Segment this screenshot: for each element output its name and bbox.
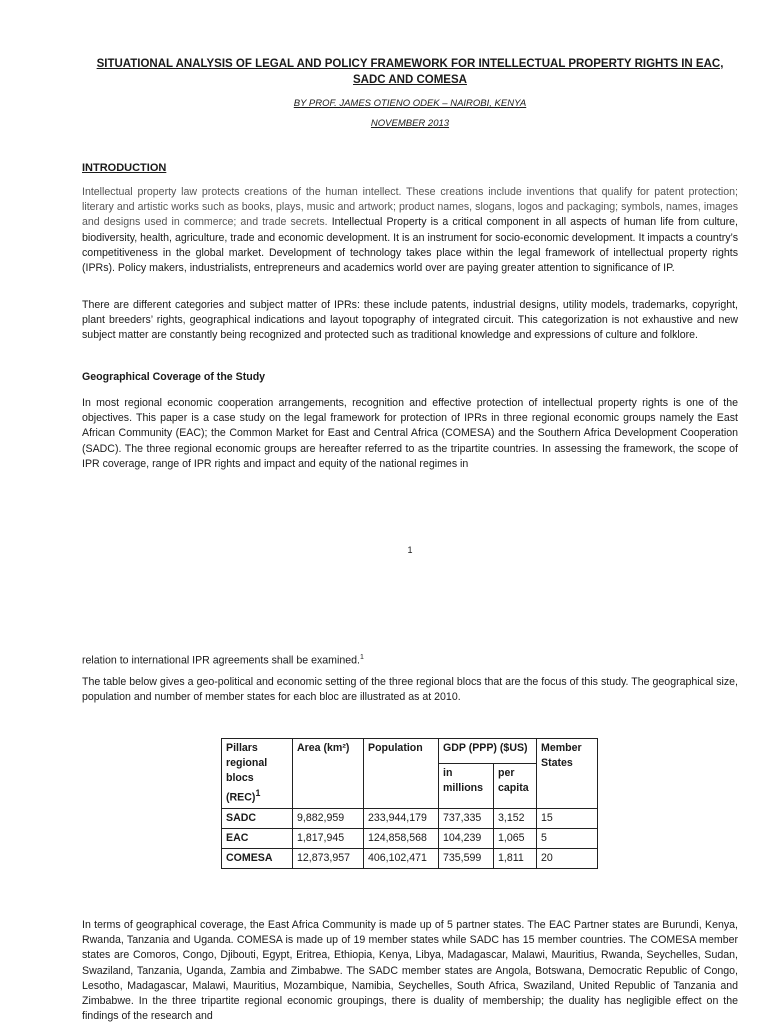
cell-gdp-capita: 1,065 (494, 828, 537, 848)
geo-paragraph: In most regional economic cooperation arrangements, recognition and effective protection of intellectual property rights is one of the objectives. This paper is a case study on the legal framework for protection of IPRs in three regional economic groups namely the East African Community (EAC); the Common Market for East and Central Africa (COMESA) and the Southern Africa Development Cooperation (SADC). The three regional economic groups are hereafter referred to as the tripartite countries. In assessing the framework, the scope of IPR coverage, range of IPR rights and impact and equity of the national regimes in (82, 397, 738, 470)
introduction-heading: INTRODUCTION (82, 162, 167, 174)
geo-paragraph-continued-text: relation to international IPR agreements shall be examined. (82, 654, 360, 667)
header-area: Area (km²) (293, 739, 364, 809)
cell-population: 233,944,179 (364, 808, 439, 828)
header-gdp: GDP (PPP) ($US) (439, 739, 537, 764)
intro-paragraph-1 (82, 185, 738, 276)
table-header-row (222, 739, 598, 764)
table-row (222, 808, 598, 828)
author-line: BY PROF. JAMES OTIENO ODEK – NAIROBI, KENYA (293, 98, 527, 109)
geo-paragraph-continued (82, 650, 738, 669)
header-population: Population (364, 739, 439, 809)
intro-paragraph-2: There are different categories and subject matter of IPRs: these include patents, industrial designs, utility models, trademarks, copyright, plant breeders’ rights, geographical indications and layout topography of integrated circuit. This categorization is not exhaustive and new subject matter are constantly being recognized and protected such as traditional knowledge and expressions of culture and folklore. (82, 299, 738, 342)
cell-population: 124,858,568 (364, 828, 439, 848)
intro-paragraph-1-rest: Intellectual Property is a critical component in all aspects of human life from culture, biodiversity, health, agriculture, trade and economic development. It is an instrument for socio-economic development. It impacts a country’s competitiveness in the global market. Development of technology takes place within the legal framework of intellectual property rights (IPRs). Policy makers, industrialists, entrepreneurs and academics world over are paying greater attention to significance of IP. (82, 216, 739, 275)
cell-members: 5 (537, 828, 598, 848)
footnote-marker: 1 (359, 654, 364, 661)
header-pillars (222, 739, 293, 809)
cell-gdp-millions: 735,599 (439, 848, 494, 868)
cell-bloc: EAC (222, 828, 293, 848)
table-row (222, 848, 598, 868)
regional-blocs-table (221, 738, 598, 869)
header-pillars-footnote: 1 (255, 788, 261, 798)
cell-population: 406,102,471 (364, 848, 439, 868)
date-line: NOVEMBER 2013 (370, 118, 450, 129)
header-pillars-label: Pillars regional blocs (REC) (226, 742, 268, 804)
cell-gdp-capita: 1,811 (494, 848, 537, 868)
cell-area: 12,873,957 (293, 848, 364, 868)
cell-gdp-millions: 104,239 (439, 828, 494, 848)
table-row (222, 828, 598, 848)
page-number: 1 (407, 545, 413, 555)
document-title: SITUATIONAL ANALYSIS OF LEGAL AND POLICY FRAMEWORK FOR INTELLECTUAL PROPERTY RIGHTS IN EAC, SADC AND COMESA (96, 58, 724, 86)
header-gdp-per-capita: per capita (494, 764, 537, 808)
coverage-paragraph: In terms of geographical coverage, the East Africa Community is made up of 5 partner states. The EAC Partner states are Burundi, Kenya, Rwanda, Tanzania and Uganda. COMESA is made up of 19 member states while SADC has 15 member countries. The COMESA member states are Comoros, Congo, Djibouti, Egypt, Eritrea, Ethiopia, Kenya, Libya, Madagascar, Malawi, Mauritius, Rwanda, Seychelles, Sudan, Swaziland, Tanzania, Uganda, Zambia and Zimbabwe. The SADC member states are Angola, Botswana, Democratic Republic of Congo, Lesotho, Madagascar, Malawi, Mauritius, Mozambique, Namibia, Seychelles, South Africa, Swaziland, United Republic of Tanzania and Zimbabwe. In the three tripartite regional economic groupings, there is duality of membership; the duality has negligible effect on the findings of the research and (82, 919, 738, 1023)
cell-gdp-capita: 3,152 (494, 808, 537, 828)
geo-coverage-heading: Geographical Coverage of the Study (82, 371, 266, 383)
header-member-states: Member States (537, 739, 598, 809)
table-intro-paragraph: The table below gives a geo-political and economic setting of the three regional blocs that are the focus of this study. The geographical size, population and number of member states for each bloc are illustrated as at 2010. (82, 676, 738, 704)
cell-gdp-millions: 737,335 (439, 808, 494, 828)
cell-members: 20 (537, 848, 598, 868)
cell-area: 9,882,959 (293, 808, 364, 828)
cell-bloc: SADC (222, 808, 293, 828)
cell-members: 15 (537, 808, 598, 828)
cell-bloc: COMESA (222, 848, 293, 868)
intro-paragraph-1-grey: Intellectual property law protects creations of the human intellect. These creations include inventions that qualify for patent protection; literary and artistic works such as books, plays, music and artwork; product names, slogans, logos and packaging; symbols, names, images and designs used in commerce; and trade secrets. (82, 186, 738, 229)
cell-area: 1,817,945 (293, 828, 364, 848)
header-gdp-millions: in millions (439, 764, 494, 808)
